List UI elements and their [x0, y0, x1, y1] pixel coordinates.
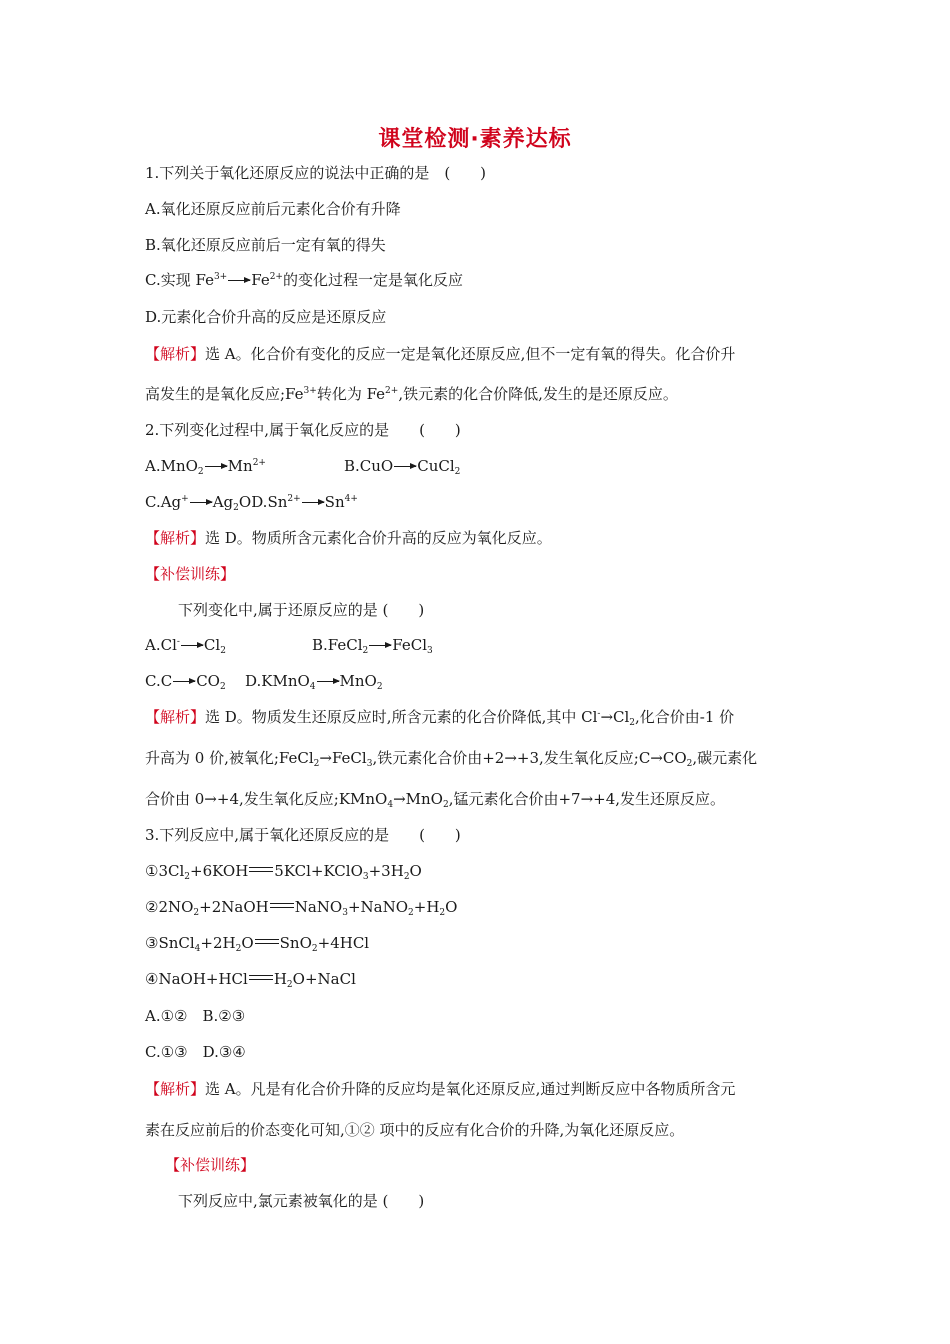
q1-option-d: D.元素化合价升高的反应是还原反应	[145, 308, 387, 326]
reaction-arrow-icon	[369, 645, 391, 646]
equals-sign-icon	[249, 975, 273, 980]
comp1-tag: 【补偿训练】	[145, 565, 236, 583]
reaction-arrow-icon	[228, 280, 250, 281]
reaction-arrow-icon	[205, 466, 227, 467]
q3-options-cd: C.①③ D.③④	[145, 1043, 246, 1061]
explanation-tag: 【解析】	[145, 708, 206, 726]
q3-reaction-4: ④NaOH+HCl $H_2O+NaCl$	[145, 970, 356, 990]
comp1-option-a: A.Cl- $Cl_2$	[145, 636, 226, 656]
page-title: 课堂检测·素养达标	[378, 127, 572, 152]
q3-stem: 3.下列反应中,属于氧化还原反应的是 ( )	[145, 826, 461, 844]
reaction-arrow-icon	[317, 681, 339, 682]
q1-option-a: A.氧化还原反应前后元素化合价有升降	[145, 200, 401, 218]
comp2-tag: 【补偿训练】	[165, 1156, 256, 1174]
comp2-stem: 下列反应中,氯元素被氧化的是 ( )	[178, 1192, 425, 1210]
q1-option-c: C.实现 $Fe^{3+}$ $Fe^{2+}$的变化过程一定是氧化反应	[145, 271, 463, 289]
equals-sign-icon	[270, 903, 294, 908]
q3-reaction-3: $③SnCl_4+2H_2O$ SnO$_2$+4HCl	[145, 934, 370, 954]
comp1-explanation-line3: 合价由 0→+4,发生氧化反应;KMnO$_4$→MnO$_2$,锰元素化合价由+7→+4,发生还原反应。	[145, 790, 726, 810]
comp1-option-b: B.FeCl$_2$ FeCl$_3$	[312, 636, 433, 656]
comp1-explanation-line1: 【解析】选 D。物质发生还原反应时,所含元素的化合价降低,其中 $Cl^-\to Cl_2$,化合价由-1 价	[145, 708, 735, 728]
comp1-option-d: D.KMnO$_4$ MnO$_2$	[245, 672, 383, 692]
q2-option-c-d: C.Ag+ $Ag_2OD.Sn^{2+}$ $Sn^{4+}$	[145, 493, 358, 513]
reaction-arrow-icon	[181, 645, 203, 646]
comp1-stem: 下列变化中,属于还原反应的是 ( )	[178, 601, 425, 619]
q1-stem: 1.下列关于氧化还原反应的说法中正确的是 ( )	[145, 164, 487, 182]
equals-sign-icon	[249, 867, 273, 872]
q2-option-a: A.MnO$_2$ $Mn^{2+}$	[145, 457, 266, 477]
explanation-tag: 【解析】	[145, 529, 206, 547]
comp1-explanation-line2: 升高为 0 价,被氧化;FeCl$_2$→FeCl$_3$,铁元素化合价由+2→+3,发生氧化反应$;C\to CO_2$,碳元素化	[145, 749, 758, 769]
explanation-tag: 【解析】	[145, 1080, 206, 1098]
reaction-arrow-icon	[302, 502, 324, 503]
q1-explanation-line2: 高发生的是氧化反应$;Fe^{3+}$转化为 $Fe^{2+}$,铁元素的化合价降低,发生的是还原反应。	[145, 385, 678, 403]
reaction-arrow-icon	[190, 502, 212, 503]
q2-explanation: 【解析】选 D。物质所含元素化合价升高的反应为氧化反应。	[145, 529, 552, 547]
q2-stem: 2.下列变化过程中,属于氧化反应的是 ( )	[145, 421, 461, 439]
reaction-arrow-icon	[173, 681, 195, 682]
q1-option-b: B.氧化还原反应前后一定有氧的得失	[145, 236, 386, 254]
q3-reaction-2: $②2NO_2+2NaOH$ $NaNO_3+NaNO_2+H_2O$	[145, 898, 458, 918]
comp1-option-c: C.C $CO_2$	[145, 672, 226, 692]
q3-explanation-line1: 【解析】选 A。凡是有化合价升降的反应均是氧化还原反应,通过判断反应中各物质所含元	[145, 1080, 736, 1098]
q1-explanation-line1: 【解析】选 A。化合价有变化的反应一定是氧化还原反应,但不一定有氧的得失。化合价升	[145, 345, 736, 363]
q3-explanation-line2: 素在反应前后的价态变化可知,①② 项中的反应有化合价的升降,为氧化还原反应。	[145, 1121, 685, 1139]
q3-reaction-1: $①3Cl_2+6KOH$ $5KCl+KClO_3+3H_2O$	[145, 862, 422, 882]
equals-sign-icon	[255, 939, 279, 944]
q2-option-b: B.CuO CuCl$_2$	[344, 457, 461, 477]
q3-options-ab: A.①② B.②③	[145, 1007, 246, 1025]
reaction-arrow-icon	[394, 466, 416, 467]
explanation-tag: 【解析】	[145, 345, 206, 363]
